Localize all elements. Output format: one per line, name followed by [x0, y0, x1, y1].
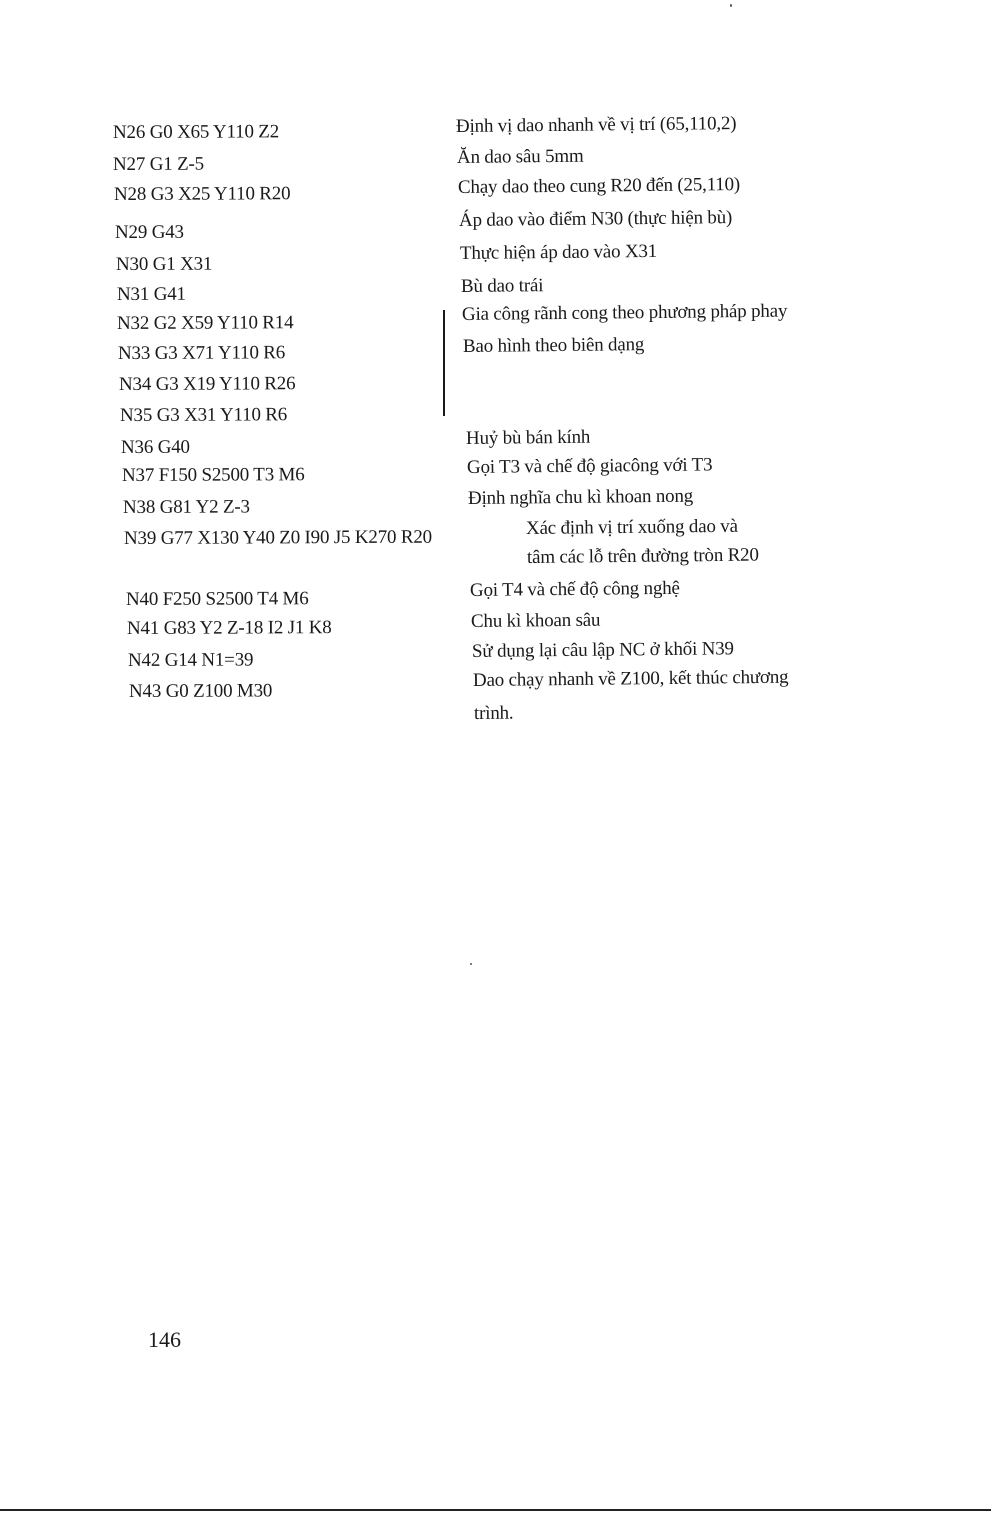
nc-comment-line: Gia công rãnh cong theo phương pháp phay [461, 300, 788, 325]
nc-comment-line: Định vị dao nhanh về vị trí (65,110,2) [455, 113, 737, 137]
nc-code-line: N42 G14 N1=39 [127, 649, 254, 671]
nc-comment-line: Bao hình theo biên dạng [462, 334, 645, 357]
nc-code-line: N30 G1 X31 [115, 253, 213, 275]
group-bracket [443, 310, 445, 416]
nc-code-line: N28 G3 X25 Y110 R20 [113, 183, 291, 205]
nc-comment-line: Sử dụng lại câu lập NC ở khối N39 [471, 638, 734, 662]
nc-comment-line: Bù dao trái [460, 275, 544, 297]
nc-comment-line: Dao chạy nhanh về Z100, kết thúc chương [472, 666, 789, 691]
nc-comment-line: Áp dao vào điểm N30 (thực hiện bù) [458, 207, 733, 231]
nc-code-line: N26 G0 X65 Y110 Z2 [112, 121, 280, 143]
nc-code-line: N39 G77 X130 Y40 Z0 I90 J5 K270 R20 [123, 526, 432, 549]
nc-comment-line: Định nghĩa chu kì khoan nong [467, 485, 694, 509]
nc-code-line: N38 G81 Y2 Z-3 [122, 496, 250, 518]
nc-code-line: N35 G3 X31 Y110 R6 [119, 404, 288, 426]
page-bottom-rule [0, 1509, 991, 1511]
nc-code-line: N33 G3 X71 Y110 R6 [117, 342, 286, 364]
nc-comment-line: trình. [473, 702, 514, 724]
nc-code-line: N36 G40 [120, 436, 190, 458]
nc-comment-line: Ăn dao sâu 5mm [456, 145, 584, 168]
nc-code-line: N29 G43 [114, 221, 184, 243]
nc-code-line: N37 F150 S2500 T3 M6 [121, 464, 305, 486]
nc-code-line: N32 G2 X59 Y110 R14 [116, 312, 294, 334]
nc-comment-line: Gọi T3 và chế độ giacông với T3 [466, 454, 713, 478]
nc-comment-line: Gọi T4 và chế độ công nghệ [469, 577, 680, 601]
nc-code-line: N40 F250 S2500 T4 M6 [125, 588, 309, 610]
nc-comment-line: Chu kì khoan sâu [470, 609, 601, 632]
nc-code-line: N41 G83 Y2 Z-18 I2 J1 K8 [126, 617, 332, 639]
nc-comment-line: tâm các lỗ trên đường tròn R20 [526, 544, 759, 568]
nc-code-line: N43 G0 Z100 M30 [128, 680, 273, 702]
scan-speck [730, 4, 732, 7]
nc-code-line: N27 G1 Z-5 [112, 153, 204, 175]
nc-code-line: N34 G3 X19 Y110 R26 [118, 373, 296, 395]
nc-code-line: N31 G41 [116, 283, 186, 305]
nc-comment-line: Xác định vị trí xuống dao và [525, 515, 738, 539]
scan-speck [470, 963, 472, 965]
page-number: 146 [148, 1327, 181, 1352]
nc-comment-line: Chạy dao theo cung R20 đến (25,110) [457, 174, 741, 198]
nc-comment-line: Huỷ bù bán kính [465, 426, 591, 449]
nc-comment-line: Thực hiện áp dao vào X31 [459, 240, 658, 264]
